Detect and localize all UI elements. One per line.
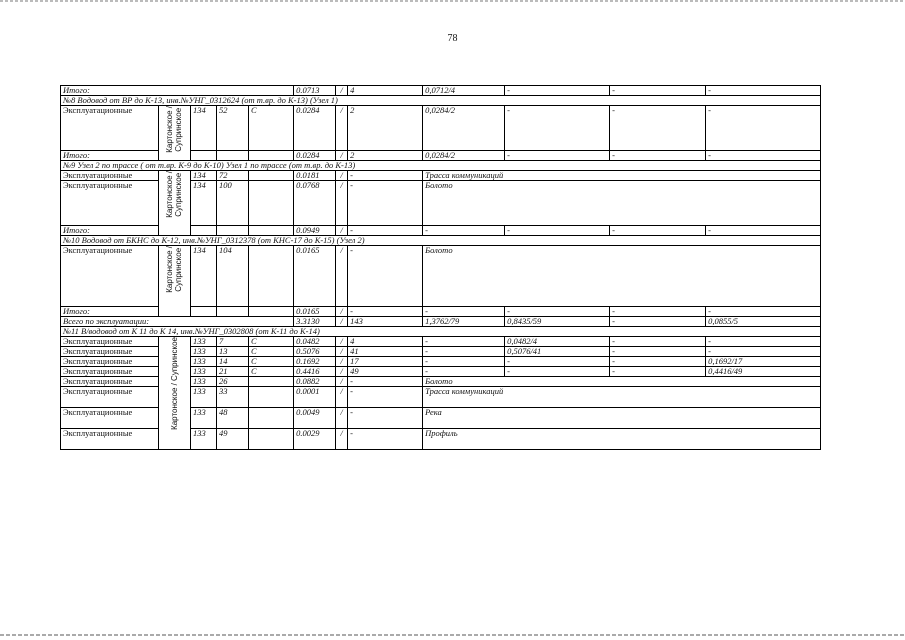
page-number: 78 bbox=[447, 33, 458, 44]
slash-cell: / bbox=[336, 246, 348, 307]
category-cell: Эксплуатационные bbox=[61, 377, 159, 387]
plot-cell: 7 bbox=[217, 337, 249, 347]
value-cell: - bbox=[505, 357, 610, 367]
value-cell: - bbox=[610, 317, 706, 327]
area-cell: 0.0768 bbox=[294, 181, 336, 226]
area-cell: 0.0165 bbox=[294, 307, 336, 317]
category-cell: Эксплуатационные bbox=[61, 337, 159, 347]
area-cell: 0.0949 bbox=[294, 226, 336, 236]
value-cell: - bbox=[505, 106, 610, 151]
value-cell: - bbox=[706, 226, 821, 236]
category-cell: Эксплуатационные bbox=[61, 181, 159, 226]
category-cell: Эксплуатационные bbox=[61, 367, 159, 377]
category-cell: Эксплуатационные bbox=[61, 106, 159, 151]
area-cell: 0.0165 bbox=[294, 246, 336, 307]
type-cell: С bbox=[249, 347, 294, 357]
count-cell: 17 bbox=[348, 357, 423, 367]
area-cell: 0.0284 bbox=[294, 151, 336, 161]
slash-cell: / bbox=[336, 151, 348, 161]
slash-cell: / bbox=[336, 307, 348, 317]
value-cell: - bbox=[423, 357, 505, 367]
count-cell: 2 bbox=[348, 151, 423, 161]
value-cell: - bbox=[706, 307, 821, 317]
value-cell: 0,0284/2 bbox=[423, 106, 505, 151]
value-cell: - bbox=[610, 337, 706, 347]
value-cell: - bbox=[423, 347, 505, 357]
count-cell: 4 bbox=[348, 86, 423, 96]
note-cell: Болото bbox=[423, 246, 821, 307]
note-cell: Болото bbox=[423, 181, 821, 226]
scan-edge-bottom bbox=[0, 634, 905, 636]
quarter-cell: 133 bbox=[191, 347, 217, 357]
value-cell: - bbox=[610, 106, 706, 151]
quarter-cell: 133 bbox=[191, 408, 217, 429]
plot-cell: 13 bbox=[217, 347, 249, 357]
count-cell: - bbox=[348, 429, 423, 450]
area-cell: 0.0001 bbox=[294, 387, 336, 408]
value-cell: - bbox=[505, 151, 610, 161]
quarter-cell: 134 bbox=[191, 181, 217, 226]
slash-cell: / bbox=[336, 181, 348, 226]
category-cell: Эксплуатационные bbox=[61, 387, 159, 408]
value-cell: 0,8435/59 bbox=[505, 317, 610, 327]
count-cell: - bbox=[348, 226, 423, 236]
value-cell: - bbox=[505, 367, 610, 377]
land-plots-table bbox=[60, 85, 821, 450]
area-cell: 0.1692 bbox=[294, 357, 336, 367]
value-cell: 0,0712/4 bbox=[423, 86, 505, 96]
note-cell: Река bbox=[423, 408, 821, 429]
value-cell: - bbox=[610, 347, 706, 357]
value-cell: - bbox=[505, 86, 610, 96]
value-cell: 0,0482/4 bbox=[505, 337, 610, 347]
scan-edge-top bbox=[0, 0, 905, 2]
slash-cell: / bbox=[336, 357, 348, 367]
area-name-vertical: Картонское / Супринское bbox=[159, 246, 191, 317]
plot-cell: 14 bbox=[217, 357, 249, 367]
table-row bbox=[61, 171, 821, 181]
area-cell: 0.0882 bbox=[294, 377, 336, 387]
plot-cell: 48 bbox=[217, 408, 249, 429]
grand-total-label: Всего по эксплуатации: bbox=[61, 317, 294, 327]
value-cell: 0,1692/17 bbox=[706, 357, 821, 367]
section-row bbox=[61, 236, 821, 246]
section-title: №9 Узел 2 по трассе ( от т.вр. К-9 до К-10) Узел 1 по трассе (от т.вр. до К-13) bbox=[61, 161, 821, 171]
slash-cell: / bbox=[336, 387, 348, 408]
type-cell: С bbox=[249, 337, 294, 347]
slash-cell: / bbox=[336, 429, 348, 450]
count-cell: - bbox=[348, 408, 423, 429]
area-cell: 0.4416 bbox=[294, 367, 336, 377]
area-cell: 0.0049 bbox=[294, 408, 336, 429]
area-cell: 0.5076 bbox=[294, 347, 336, 357]
count-cell: - bbox=[348, 387, 423, 408]
type-cell: С bbox=[249, 357, 294, 367]
count-cell: - bbox=[348, 377, 423, 387]
type-cell: С bbox=[249, 367, 294, 377]
grand-total-row bbox=[61, 317, 821, 327]
value-cell: - bbox=[610, 86, 706, 96]
value-cell: - bbox=[706, 86, 821, 96]
value-cell: - bbox=[423, 307, 505, 317]
count-cell: 4 bbox=[348, 337, 423, 347]
note-cell: Болото bbox=[423, 377, 821, 387]
plot-cell: 52 bbox=[217, 106, 249, 151]
plot-cell: 21 bbox=[217, 367, 249, 377]
slash-cell: / bbox=[336, 377, 348, 387]
quarter-cell: 133 bbox=[191, 377, 217, 387]
section-row bbox=[61, 161, 821, 171]
slash-cell: / bbox=[336, 337, 348, 347]
slash-cell: / bbox=[336, 226, 348, 236]
category-cell: Эксплуатационные bbox=[61, 357, 159, 367]
area-cell: 0.0181 bbox=[294, 171, 336, 181]
quarter-cell: 134 bbox=[191, 246, 217, 307]
value-cell: 0,0855/5 bbox=[706, 317, 821, 327]
value-cell: - bbox=[706, 106, 821, 151]
value-cell: - bbox=[610, 357, 706, 367]
value-cell: - bbox=[706, 151, 821, 161]
count-cell: 41 bbox=[348, 347, 423, 357]
category-cell: Эксплуатационные bbox=[61, 408, 159, 429]
count-cell: - bbox=[348, 181, 423, 226]
section-title: №11 В/водовод от К 11 до К 14, инв.№УНГ_0302808 (от К-11 до К-14) bbox=[61, 327, 821, 337]
table-row bbox=[61, 106, 821, 151]
section-title: №8 Водовод от ВР до К-13, инв.№УНГ_0312624 (от т.вр. до К-13) (Узел 1) bbox=[61, 96, 821, 106]
table-row bbox=[61, 246, 821, 307]
area-cell: 0.0029 bbox=[294, 429, 336, 450]
count-cell: 143 bbox=[348, 317, 423, 327]
count-cell: 49 bbox=[348, 367, 423, 377]
plot-cell: 100 bbox=[217, 181, 249, 226]
count-cell: - bbox=[348, 246, 423, 307]
slash-cell: / bbox=[336, 86, 348, 96]
value-cell: 0,4416/49 bbox=[706, 367, 821, 377]
value-cell: - bbox=[423, 226, 505, 236]
value-cell: - bbox=[706, 347, 821, 357]
value-cell: 0,0284/2 bbox=[423, 151, 505, 161]
category-cell: Эксплуатационные bbox=[61, 429, 159, 450]
area-cell: 0.0284 bbox=[294, 106, 336, 151]
table-row bbox=[61, 337, 821, 347]
note-cell: Трасса коммуникаций bbox=[423, 387, 821, 408]
slash-cell: / bbox=[336, 408, 348, 429]
quarter-cell: 133 bbox=[191, 387, 217, 408]
area-name-vertical: Картонское / Супринское bbox=[159, 171, 191, 236]
area-cell: 0.0482 bbox=[294, 337, 336, 347]
value-cell: 0,5076/41 bbox=[505, 347, 610, 357]
count-cell: - bbox=[348, 307, 423, 317]
plot-cell: 72 bbox=[217, 171, 249, 181]
note-cell: Профиль bbox=[423, 429, 821, 450]
count-cell: 2 bbox=[348, 106, 423, 151]
category-cell: Эксплуатационные bbox=[61, 347, 159, 357]
quarter-cell: 133 bbox=[191, 357, 217, 367]
value-cell: - bbox=[610, 307, 706, 317]
plot-cell: 33 bbox=[217, 387, 249, 408]
quarter-cell: 133 bbox=[191, 337, 217, 347]
slash-cell: / bbox=[336, 367, 348, 377]
quarter-cell: 133 bbox=[191, 429, 217, 450]
category-cell: Эксплуатационные bbox=[61, 171, 159, 181]
plot-cell: 104 bbox=[217, 246, 249, 307]
slash-cell: / bbox=[336, 347, 348, 357]
category-cell: Эксплуатационные bbox=[61, 246, 159, 307]
type-cell: С bbox=[249, 106, 294, 151]
area-cell: 3.3130 bbox=[294, 317, 336, 327]
value-cell: - bbox=[610, 367, 706, 377]
slash-cell: / bbox=[336, 171, 348, 181]
plot-cell: 26 bbox=[217, 377, 249, 387]
total-row bbox=[61, 86, 821, 96]
plot-cell: 49 bbox=[217, 429, 249, 450]
value-cell: - bbox=[610, 226, 706, 236]
total-label: Итого: bbox=[61, 307, 159, 317]
slash-cell: / bbox=[336, 317, 348, 327]
quarter-cell: 134 bbox=[191, 106, 217, 151]
slash-cell: / bbox=[336, 106, 348, 151]
value-cell: 1,3762/79 bbox=[423, 317, 505, 327]
section-row bbox=[61, 327, 821, 337]
area-cell: 0.0713 bbox=[294, 86, 336, 96]
section-row bbox=[61, 96, 821, 106]
value-cell: - bbox=[706, 337, 821, 347]
section-title: №10 Водовод от БКНС до К-12, инв.№УНГ_0312378 (от КНС-17 до К-15) (Узел 2) bbox=[61, 236, 821, 246]
area-name-vertical: Картонское / Супринское bbox=[159, 337, 191, 450]
value-cell: - bbox=[610, 151, 706, 161]
note-cell: Трасса коммуникаций bbox=[423, 171, 821, 181]
quarter-cell: 134 bbox=[191, 171, 217, 181]
quarter-cell: 133 bbox=[191, 367, 217, 377]
area-name-vertical: Картонское / Супринское bbox=[159, 106, 191, 161]
value-cell: - bbox=[423, 337, 505, 347]
total-label: Итого: bbox=[61, 226, 159, 236]
value-cell: - bbox=[423, 367, 505, 377]
value-cell: - bbox=[505, 226, 610, 236]
count-cell: - bbox=[348, 171, 423, 181]
total-label: Итого: bbox=[61, 151, 159, 161]
value-cell: - bbox=[505, 307, 610, 317]
total-label: Итого: bbox=[61, 86, 294, 96]
